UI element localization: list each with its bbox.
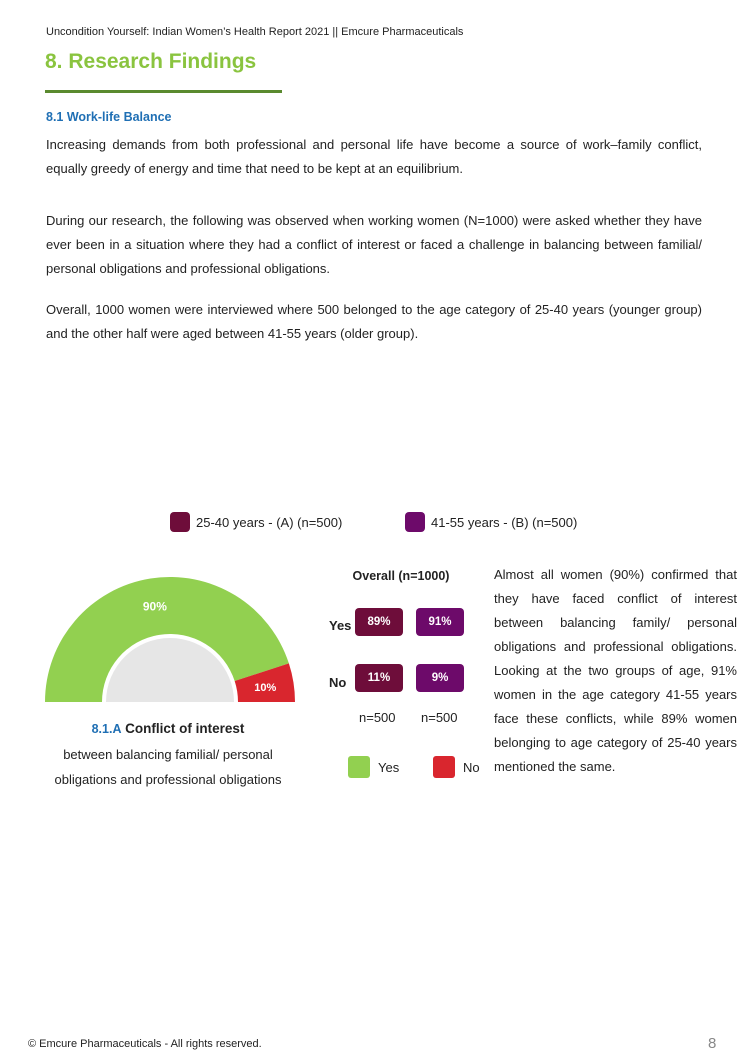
paragraph-2: During our research, the following was observed when working women (N=1000) were asked whether they have ever been in a situation where they had a conflict of interest or faced a challenge in balancing between familial/ personal obligations and professional obligations.: [46, 213, 702, 276]
running-header: Uncondition Yourself: Indian Women’s Health Report 2021 || Emcure Pharmaceuticals: [46, 26, 464, 38]
gauge-caption-title: [40, 716, 296, 742]
figure-title: Conflict of interest: [125, 721, 245, 736]
section-heading: 8.1 Work-life Balance: [46, 110, 172, 124]
figure-number: 8.1.A: [91, 722, 122, 736]
overall-table-title: Overall (n=1000): [352, 569, 450, 583]
paragraph-1: Increasing demands from both professional and personal life have become a source of work–family conflict, equally greedy of energy and time that need to be kept at an equilibrium.: [46, 137, 702, 176]
footer-copyright: © Emcure Pharmaceuticals - All rights reserved.: [28, 1038, 262, 1050]
gauge-label-yes: 90%: [142, 599, 167, 614]
legend-label-yes: Yes: [378, 759, 400, 775]
column-footer-b: n=500: [421, 710, 458, 725]
legend-group-b: [405, 512, 577, 532]
page-number: 8: [708, 1035, 717, 1052]
legend-swatch-yes: [348, 756, 370, 778]
legend-swatch-a: [170, 512, 190, 532]
cell-yes-group-a: 89%: [355, 608, 403, 636]
legend-label-no: No: [463, 759, 480, 775]
page-title: 8. Research Findings: [45, 50, 257, 73]
legend-group-a: [170, 512, 342, 532]
column-footer-a: n=500: [359, 710, 396, 725]
legend-label-a: 25-40 years - (A) (n=500): [196, 514, 343, 530]
cell-no-group-a: 11%: [355, 664, 403, 692]
gauge-label-no: 10%: [254, 681, 277, 694]
legend-no: [433, 756, 480, 778]
legend-label-b: 41-55 years - (B) (n=500): [431, 514, 578, 530]
paragraph-3: Overall, 1000 women were interviewed where 500 belonged to the age category of 25-40 years (younger group) and the other half were aged between 41-55 years (older group).: [46, 302, 702, 341]
cell-yes-group-b: 91%: [416, 608, 464, 636]
row-label-yes: Yes: [329, 618, 352, 633]
row-label-no: No: [329, 675, 347, 690]
gauge-caption-line3: obligations and professional obligations: [54, 772, 282, 787]
gauge-caption-line2: between balancing familial/ personal: [63, 747, 273, 762]
legend-swatch-no: [433, 756, 455, 778]
conflict-gauge-chart: [40, 555, 300, 705]
insight-paragraph: Almost all women (90%) confirmed that they have faced conflict of interest between balancing family/ personal obligations and professional obligations. Looking at the two groups of age, 91% women in the age category 41-55 years face these conflicts, while 89% women belonging to age category of 25-40 years mentioned the same.: [494, 567, 737, 774]
legend-swatch-b: [405, 512, 425, 532]
legend-yes: [348, 756, 399, 778]
cell-no-group-b: 9%: [416, 664, 464, 692]
title-underline: [45, 90, 282, 93]
